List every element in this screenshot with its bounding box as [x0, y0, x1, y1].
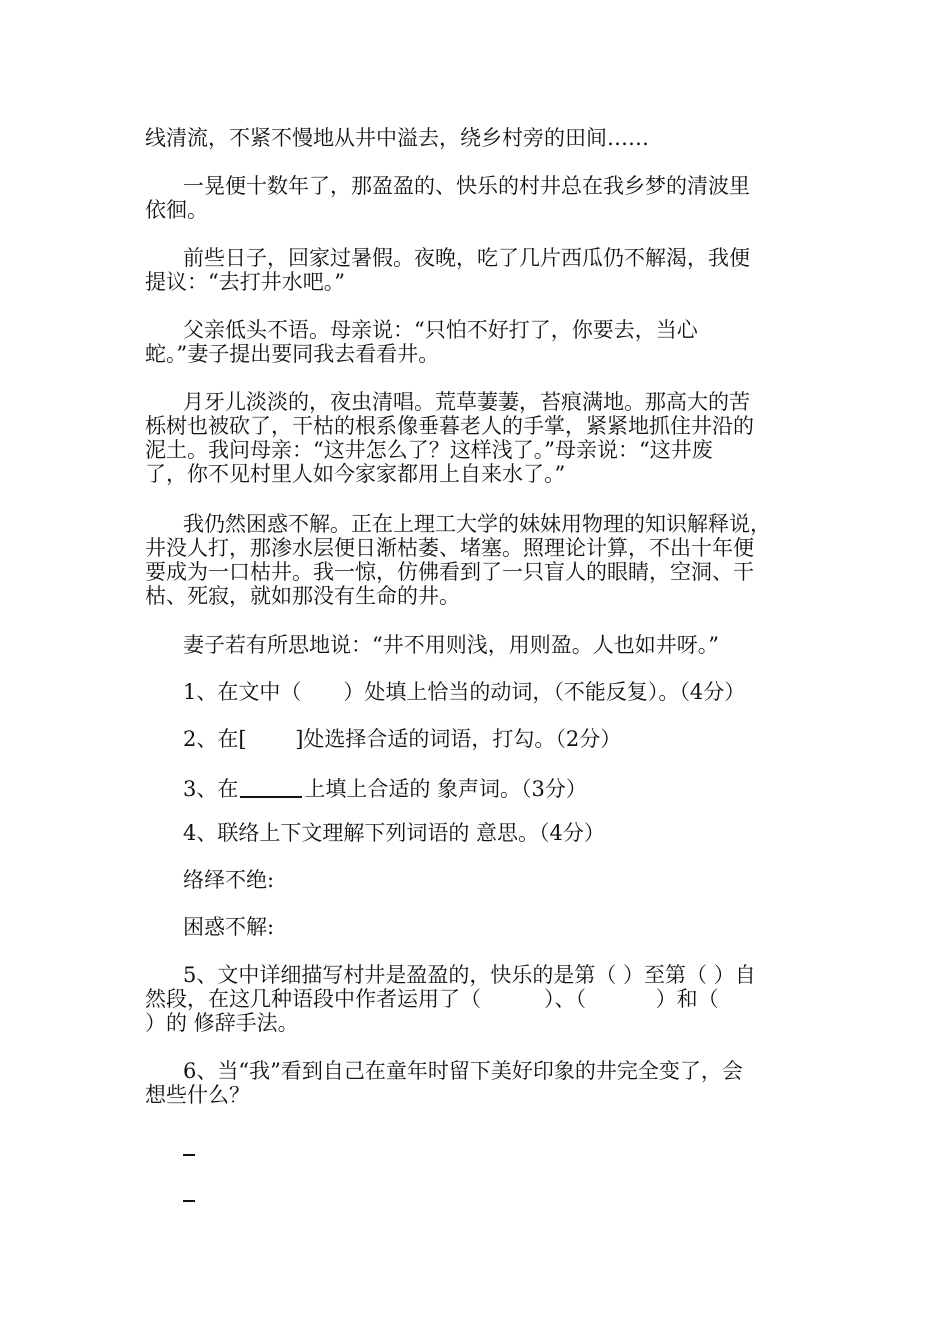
paragraph-line: 依徊。	[145, 198, 208, 222]
question-3-suffix: 上填上合适的 象声词。（3分）	[304, 777, 587, 801]
paragraph-line: 提议：“去打井水吧。”	[145, 270, 345, 294]
question-6: 6、当“我”看到自己在童年时留下美好印象的井完全变了，会	[183, 1059, 743, 1083]
paragraph-line: 枯、死寂，就如那没有生命的井。	[145, 584, 460, 608]
question-3-prefix: 3、在	[183, 777, 239, 801]
paragraph-line: 泥土。我问母亲：“这井怎么了？这样浅了。”母亲说：“这井废	[145, 438, 713, 462]
fill-blank[interactable]	[240, 774, 302, 798]
question-3	[183, 774, 863, 801]
paragraph-line: 要成为一口枯井。我一惊，仿佛看到了一只盲人的眼睛，空洞、干	[145, 560, 754, 584]
paragraph-line: 月牙儿淡淡的，夜虫清唱。荒草萋萋，苔痕满地。那高大的苦	[183, 390, 750, 414]
paragraph-line: 一晃便十数年了，那盈盈的、快乐的村井总在我乡梦的清波里	[183, 174, 750, 198]
paragraph-line: 蛇。”妻子提出要同我去看看井。	[145, 342, 440, 366]
paragraph-line: 线清流，不紧不慢地从井中溢去，绕乡村旁的田间……	[145, 126, 649, 150]
paragraph-line: 父亲低头不语。母亲说：“只怕不好打了，你要去，当心	[183, 318, 698, 342]
answer-line[interactable]	[183, 1154, 195, 1156]
paragraph-line: 了，你不见村里人如今家家都用上自来水了。”	[145, 462, 566, 486]
term-2: 困惑不解:	[183, 915, 275, 939]
paragraph-line: 妻子若有所思地说：“井不用则浅，用则盈。人也如井呀。”	[183, 633, 719, 657]
paragraph-line: 前些日子，回家过暑假。夜晚，吃了几片西瓜仍不解渴，我便	[183, 246, 750, 270]
paragraph-line: 井没人打，那渗水层便日渐枯萎、堵塞。照理论计算，不出十年便	[145, 536, 754, 560]
question-5: 5、文中详细描写村井是盈盈的，快乐的是第（ ）至第（ ）自	[183, 963, 756, 987]
question-2: 2、在[ ]处选择合适的词语，打勾。（2分）	[183, 727, 622, 751]
question-6-cont: 想些什么？	[145, 1083, 250, 1107]
question-4: 4、联络上下文理解下列词语的 意思。（4分）	[183, 821, 605, 845]
question-1: 1、在文中（ ）处填上恰当的动词，（不能反复）。（4分）	[183, 680, 746, 704]
answer-line[interactable]	[183, 1200, 195, 1202]
paragraph-line: 栎树也被砍了，干枯的根系像垂暮老人的手掌，紧紧地抓住井沿的	[145, 414, 754, 438]
paragraph-line: 我仍然困惑不解。正在上理工大学的妹妹用物理的知识解释说，	[183, 512, 771, 536]
question-5-cont: 然段，在这几种语段中作者运用了（ ）、（ ）和（	[145, 987, 719, 1011]
question-5-cont: ）的 修辞手法。	[145, 1011, 299, 1035]
term-1: 络绎不绝:	[183, 868, 275, 892]
